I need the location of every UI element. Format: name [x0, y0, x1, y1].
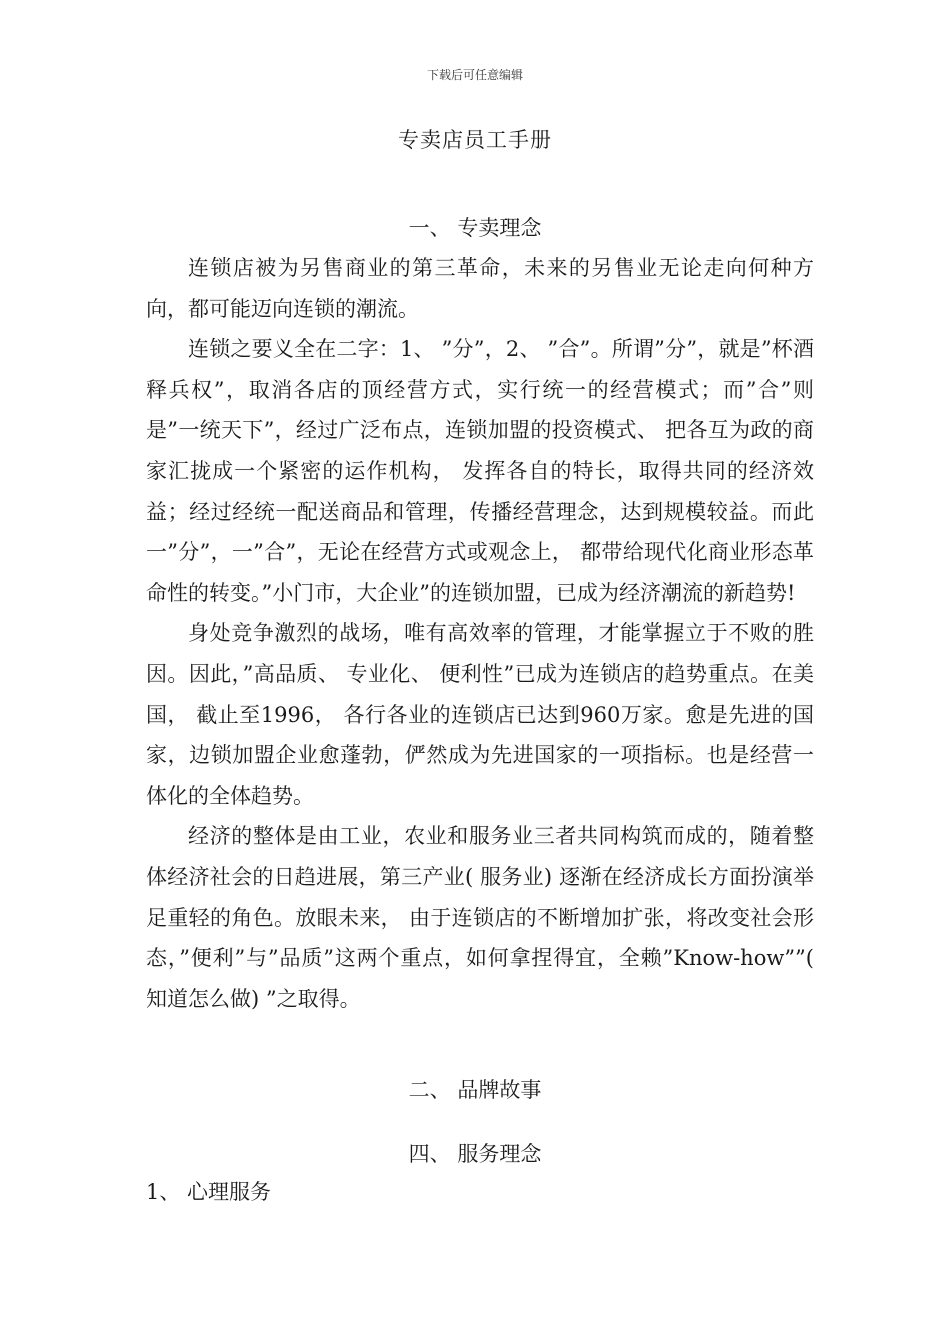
- section-heading-4: 四、 服务理念: [408, 1142, 542, 1166]
- paragraph-3: 身处竞争激烈的战场，唯有高效率的管理，才能掌握立于不败的胜因。因此，”高品质、 专业化、 便利性”已成为连锁店的趋势重点。在美国， 截止至1996， 各行各业的连锁店已达到960万家。愈是先进的国家，边锁加盟企业愈蓬勃，俨然成为先进国家的一项指标。也是经营一体化的全体趋势。: [146, 621, 814, 808]
- document-title: 专卖店员工手册: [398, 128, 552, 152]
- paragraph-1: 连锁店被为另售商业的第三革命，未来的另售业无论走向何种方向，都可能迈向连锁的潮流。: [146, 256, 814, 321]
- list-item-1: 1、 心理服务: [146, 1180, 272, 1204]
- paragraph-2: 连锁之要义全在二字：1、 ”分”，2、 ”合”。所谓”分”，就是”杯酒释兵权”，取消各店的顶经营方式，实行统一的经营模式；而”合”则是”一统天下”，经过广泛布点，连锁加盟的投资模式、 把各互为政的商家汇拢成一个紧密的运作机构， 发挥各自的特长，取得共同的经济效益；经过经统一配送商品和管理，传播经营理念，达到规模较益。而此一”分”，一”合”，无论在经营方式或观念上， 都带给现代化商业形态革命性的转变。”小门市，大企业”的连锁加盟，已成为经济潮流的新趋势!: [146, 337, 814, 605]
- section-heading-2: 二、 品牌故事: [408, 1078, 542, 1102]
- section-heading-1: 一、 专卖理念: [408, 216, 542, 240]
- page-header-note: 下载后可任意编辑: [426, 68, 523, 82]
- paragraph-4: 经济的整体是由工业，农业和服务业三者共同构筑而成的，随着整体经济社会的日趋进展，第三产业( 服务业) 逐渐在经济成长方面扮演举足重轻的角色。放眼未来， 由于连锁店的不断增加扩张，将改变社会形态，”便利”与”品质”这两个重点，如何拿捏得宜，全赖”Know-how””( 知道怎么做) ”之取得。: [146, 824, 814, 1011]
- section-1-body: [146, 248, 814, 1019]
